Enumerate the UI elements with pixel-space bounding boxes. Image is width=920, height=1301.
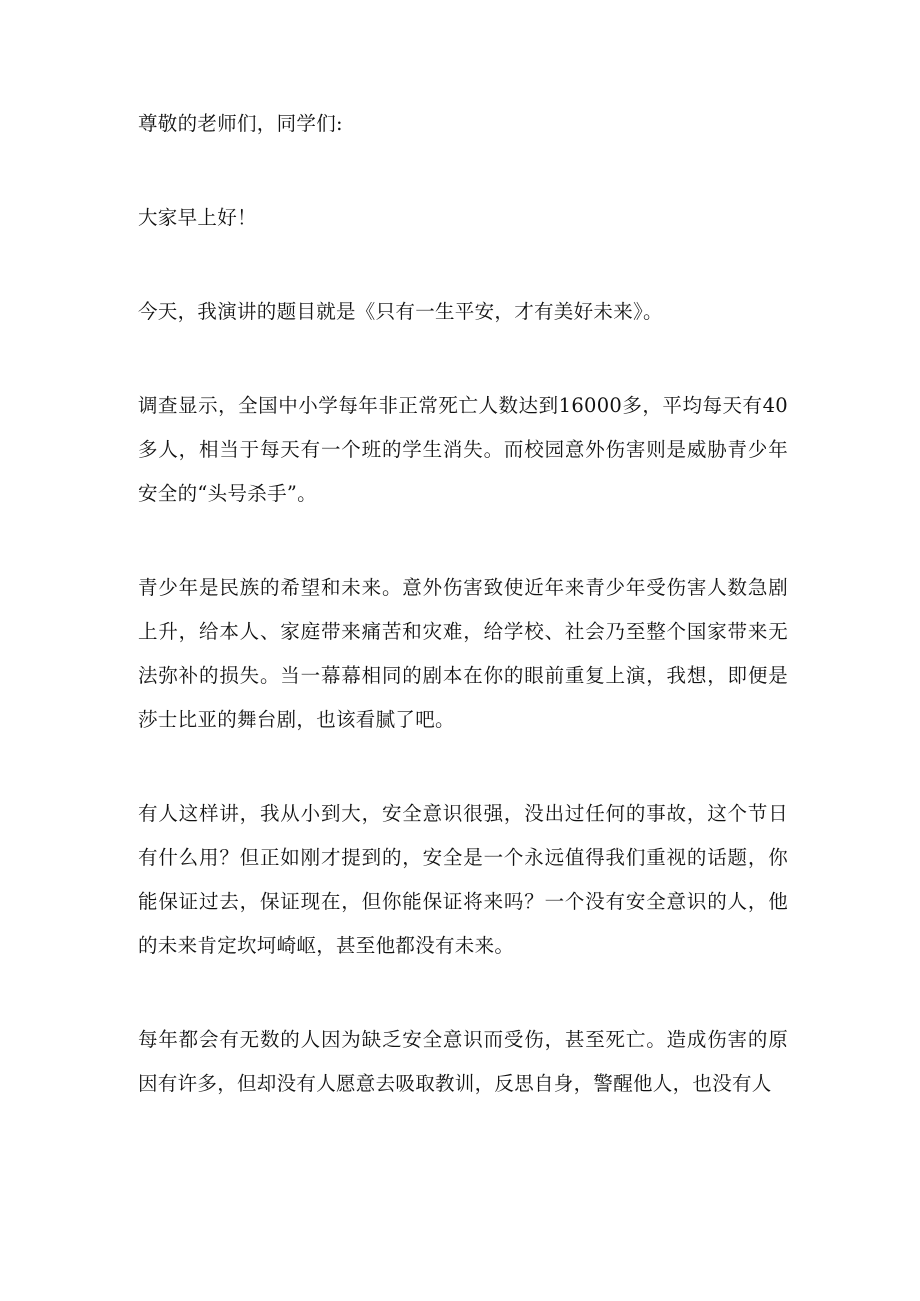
lessons-paragraph: 每年都会有无数的人因为缺乏安全意识而受伤，甚至死亡。造成伤害的原因有许多，但却没有人愿意去吸取教训，反思自身，警醒他人，也没有人	[138, 1028, 788, 1095]
greeting: 大家早上好！	[138, 206, 257, 229]
safety-awareness-paragraph: 有人这样讲，我从小到大，安全意识很强，没出过任何的事故，这个节日有什么用？但正如刚才提到的，安全是一个永远值得我们重视的话题，你能保证过去，保证现在，但你能保证将来吗？一个没有安全意识的人，他的未来肯定坎坷崎岖，甚至他都没有未来。	[138, 802, 788, 957]
speech-title-paragraph: 今天，我演讲的题目就是《只有一生平安，才有美好未来》。	[138, 300, 663, 323]
statistics-paragraph: 调查显示，全国中小学每年非正常死亡人数达到16000多，平均每天有40多人，相当于每天有一个班的学生消失。而校园意外伤害则是威胁青少年安全的“头号杀手”。	[138, 394, 788, 505]
youth-paragraph: 青少年是民族的希望和未来。意外伤害致使近年来青少年受伤害人数急剧上升，给本人、家庭带来痛苦和灾难，给学校、社会乃至整个国家带来无法弥补的损失。当一幕幕相同的剧本在你的眼前重复上演，我想，即便是莎士比亚的舞台剧，也该看腻了吧。	[138, 576, 788, 731]
salutation: 尊敬的老师们，同学们:	[138, 112, 343, 135]
